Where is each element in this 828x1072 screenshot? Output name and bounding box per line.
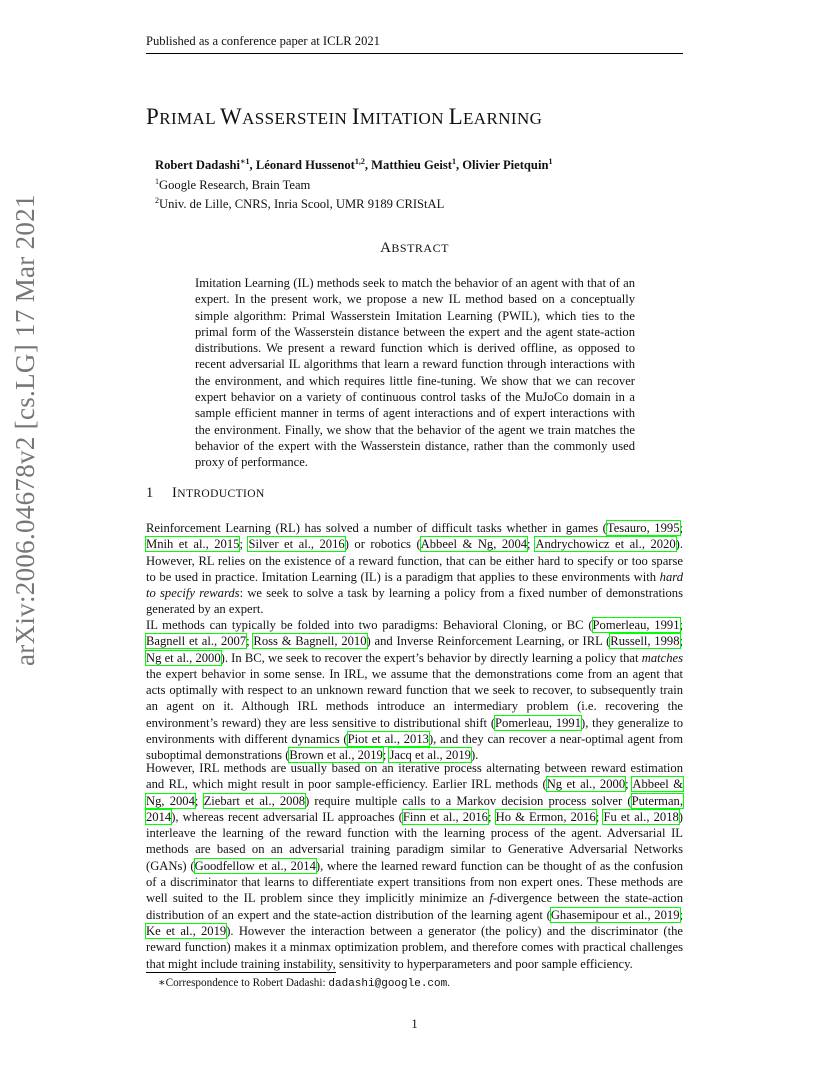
citation-link[interactable]: Mnih et al., 2015	[146, 537, 240, 552]
citation-link[interactable]: Pomerleau, 1991	[592, 618, 680, 632]
paper-title: PRIMAL WASSERSTEIN IMITATION LEARNING	[146, 104, 543, 129]
affiliation-2: $^2$Univ. de Lille, CNRS, Inria Scool, UMR 9189 CRIStAL	[155, 196, 445, 212]
arxiv-sidebar-stamp: arXiv:2006.04678v2 [cs.LG] 17 Mar 2021	[10, 194, 40, 666]
header-rule	[146, 53, 683, 54]
citation-link[interactable]: Ziebart et al., 2008	[203, 793, 306, 808]
affiliation-1: $^1$Google Research, Brain Team	[155, 176, 311, 192]
author-block	[155, 154, 675, 213]
citation-link[interactable]: Abbeel & Ng, 2004	[146, 777, 684, 808]
citation-link[interactable]: Fu et al., 2018	[603, 809, 679, 824]
citation-link[interactable]: Ke et al., 2019	[146, 923, 227, 938]
citation-link[interactable]: Goodfellow et al., 2014	[194, 858, 316, 873]
section-heading: 1 INTRODUCTION	[146, 485, 265, 501]
citation-link[interactable]: Ng et al., 2000	[146, 650, 221, 665]
abstract-heading: ABSTRACT	[380, 240, 449, 256]
citation-link[interactable]: Tesauro, 1995	[606, 521, 680, 535]
citation-link[interactable]: Russell, 1998	[610, 634, 680, 649]
citation-link[interactable]: Ross & Bagnell, 2010	[253, 634, 367, 649]
citation-link[interactable]: Ho & Ermon, 2016	[495, 809, 596, 824]
footnote-rule	[146, 972, 336, 973]
citation-link[interactable]: Abbeel & Ng, 2004	[420, 537, 528, 552]
citation-link[interactable]: Jacq et al., 2019	[389, 748, 471, 763]
running-header: Published as a conference paper at ICLR 2021	[146, 34, 380, 48]
citation-link[interactable]: Finn et al., 2016	[402, 809, 488, 824]
intro-paragraph-1: Reinforcement Learning (RL) has solved a number of difficult tasks whether in games (Tesauro, 1995; Mnih et al., 2015; Silver et al., 2016) or robotics (Abbeel & Ng, 2004; Andrychowicz et al., 2020). However, RL relies on the existence of a reward function, that can be either hard to specify or too sparse to be used in practice. Imitation Learning (IL) is a paradigm that applies to these environments with hard to specify rewards: we seek to solve a task by learning a policy from a fixed number of demonstrations generated by an expert.	[146, 521, 683, 617]
footnote-email[interactable]: dadashi@google.com	[328, 978, 448, 990]
intro-paragraph-3: However, IRL methods are usually based on an iterative process alternating between reward estimation and RL, which might result in poor sample-efficiency. Earlier IRL methods (Ng et al., 2000; Abbeel & Ng, 2004; Ziebart et al., 2008) require multiple calls to a Markov decision process solver (Puterman, 2014), whereas recent adversarial IL approaches (Finn et al., 2016; Ho & Ermon, 2016; Fu et al., 2018) interleave the learning of the reward function with the learning process of the agent. Adversarial IL methods are based on an adversarial training paradigm similar to Generative Adversarial Networks (GANs) (Goodfellow et al., 2014), where the learned reward function can be thought of as the confusion of a discriminator that learns to differentiate expert transitions from non expert ones. These methods are well suited to the IL problem since they implicitly minimize an f-divergence between the state-action distribution of an expert and the state-action distribution of the learning agent (Ghasemipour et al., 2019; Ke et al., 2019). However the interaction between a generator (the policy) and the discriminator (the reward function) makes it a minmax optimization problem, and therefore comes with practical challenges that might include training instability, sensitivity to hyperparameters and poor sample efficiency.	[146, 761, 684, 971]
author-names: Robert Dadashi$^{∗1}$, Léonard Hussenot$^{1,2}$, Matthieu Geist$^1$, Olivier Pietquin$^1$	[155, 157, 553, 173]
citation-link[interactable]: Silver et al., 2016	[248, 537, 345, 552]
citation-link[interactable]: Ghasemipour et al., 2019	[550, 907, 680, 922]
section-number: 1	[146, 485, 154, 501]
citation-link[interactable]: Pomerleau, 1991	[495, 715, 582, 730]
footnote-text: ∗Correspondence to Robert Dadashi:	[158, 977, 329, 989]
footnote: ∗Correspondence to Robert Dadashi: dadashi@google.com.	[158, 977, 451, 990]
abstract-text: Imitation Learning (IL) methods seek to match the behavior of an agent with that of an expert. In the present work, we propose a new IL method based on a conceptually simple algorithm: Primal Wasserstein Imitation Learning (PWIL), which ties to the primal form of the Wasserstein distance between the expert and the agent state-action distributions. We present a reward function which is derived offline, as opposed to recent adversarial IL algorithms that learn a reward function through interactions with the environment, and which requires little fine-tuning. We show that we can recover expert behavior on a variety of continuous control tasks of the MuJoCo domain in a sample efficient manner in terms of agent interactions and of expert interactions with the environment. Finally, we show that the behavior of the agent we train matches the behavior of the expert with the Wasserstein distance, rather than the commonly used proxy of performance.	[195, 276, 635, 470]
citation-link[interactable]: Puterman, 2014	[146, 793, 683, 824]
citation-link[interactable]: Brown et al., 2019	[289, 748, 383, 763]
citation-link[interactable]: Bagnell et al., 2007	[146, 634, 247, 649]
citation-link[interactable]: Piot et al., 2013	[347, 732, 429, 747]
citation-link[interactable]: Andrychowicz et al., 2020	[535, 537, 676, 552]
page-number: 1	[411, 1017, 418, 1031]
intro-paragraph-2: IL methods can typically be folded into two paradigms: Behavioral Cloning, or BC (Pomerleau, 1991; Bagnell et al., 2007; Ross & Bagnell, 2010) and Inverse Reinforcement Learning, or IRL (Russell, 1998; Ng et al., 2000). In BC, we seek to recover the expert’s behavior by directly learning a policy that matches the expert behavior in some sense. In IRL, we assume that the demonstrations come from an agent that acts optimally with respect to an unknown reward function that we seek to recover, to subsequently train an agent on it. Although IRL methods introduce an intermediary problem (i.e. recovering the environment’s reward) they are less sensitive to distributional shift (Pomerleau, 1991), they generalize to environments with different dynamics (Piot et al., 2013), and they can recover a near-optimal agent from suboptimal demonstrations (Brown et al., 2019; Jacq et al., 2019).	[146, 618, 684, 763]
citation-link[interactable]: Ng et al., 2000	[546, 777, 626, 792]
